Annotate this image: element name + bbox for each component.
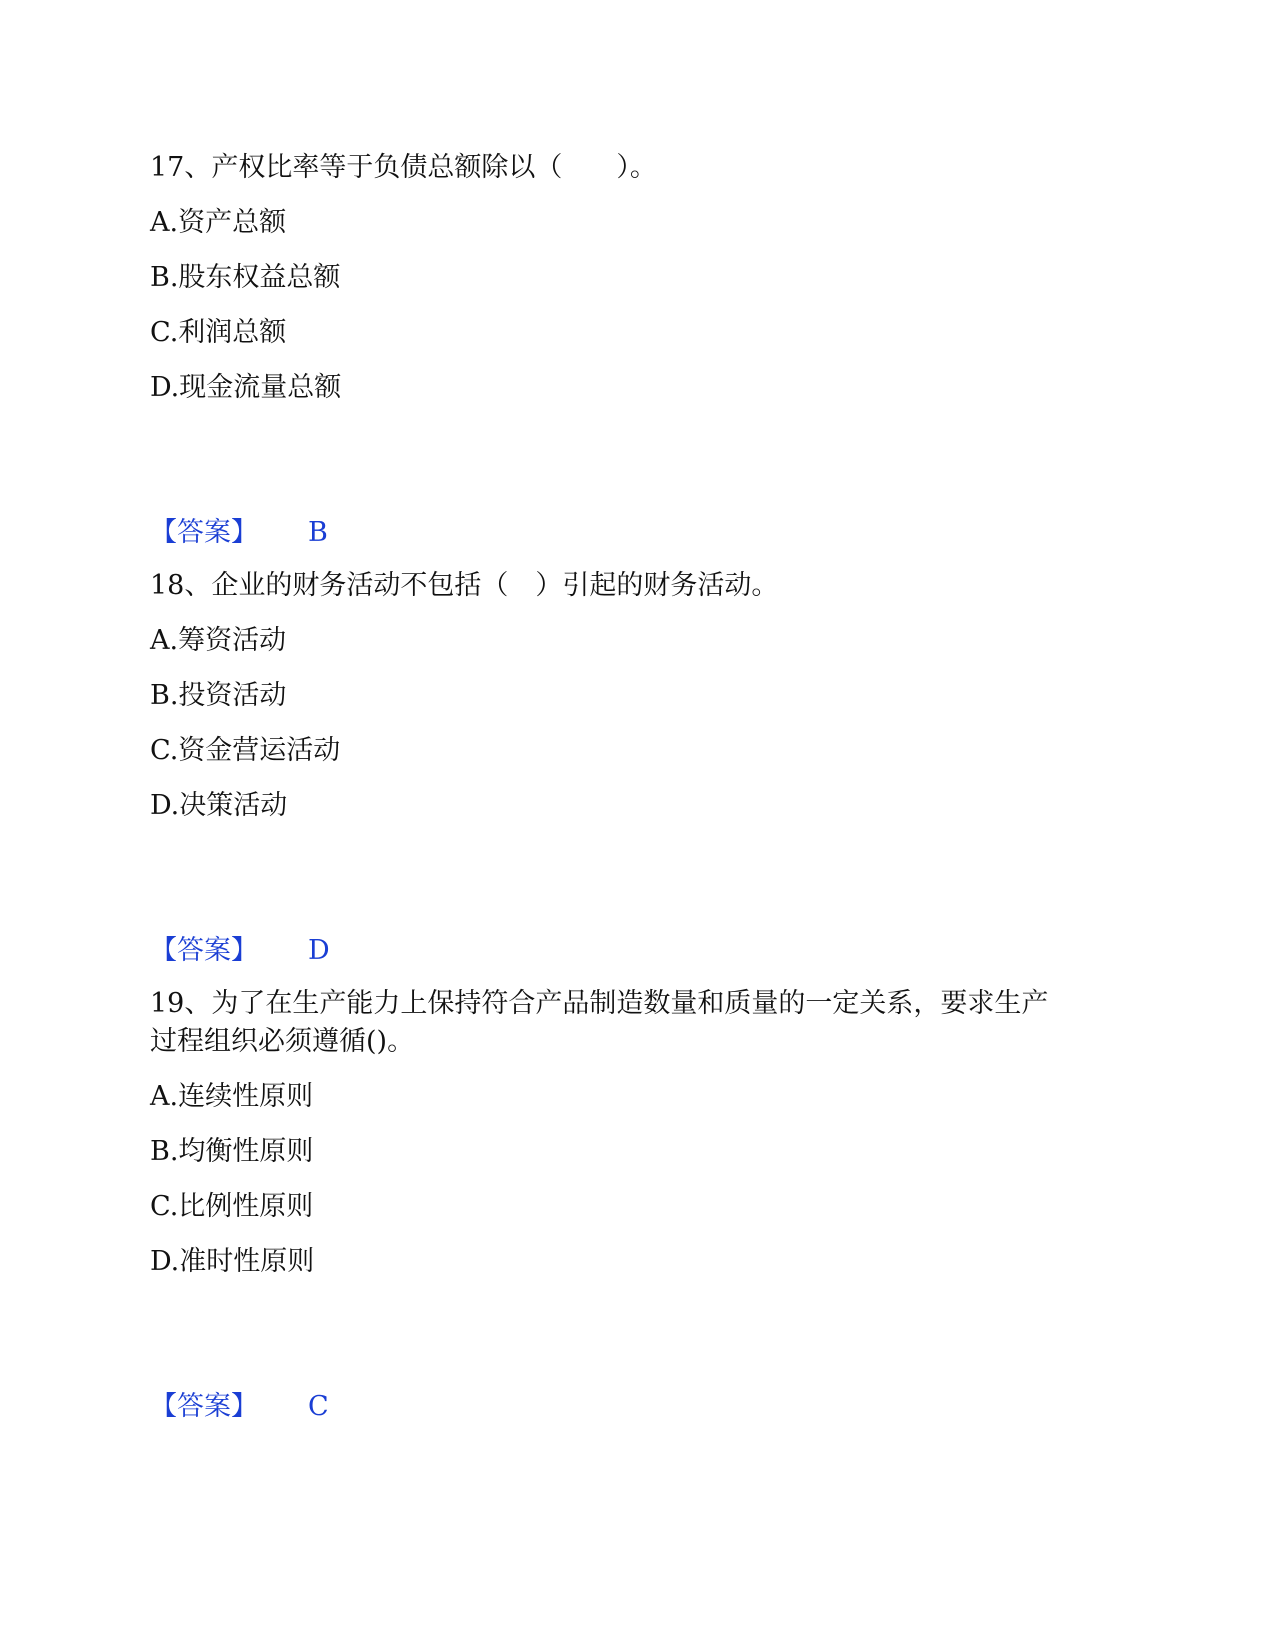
question-19-answer	[150, 1388, 329, 1426]
question-19-stem-line-1: 19、为了在生产能力上保持符合产品制造数量和质量的一定关系，要求生产	[150, 988, 1049, 1019]
question-18-stem: 18、企业的财务活动不包括（ ）引起的财务活动。	[150, 570, 779, 601]
question-17-option-a: A.资产总额	[150, 207, 287, 238]
question-18-option-a: A.筹资活动	[150, 625, 287, 656]
question-18-option-d: D.决策活动	[150, 790, 288, 821]
question-18-answer	[150, 932, 330, 970]
question-17-stem: 17、产权比率等于负债总额除以（ ）。	[150, 152, 657, 183]
question-19-option-c: C.比例性原则	[150, 1191, 314, 1222]
question-18-option-b: B.投资活动	[150, 680, 287, 711]
answer-label: 【答案】	[150, 935, 258, 966]
question-19-option-d: D.准时性原则	[150, 1246, 315, 1277]
question-19-option-b: B.均衡性原则	[150, 1136, 314, 1167]
question-17-option-c: C.利润总额	[150, 317, 287, 348]
question-17-answer	[150, 514, 328, 552]
question-17-option-b: B.股东权益总额	[150, 262, 341, 293]
answer-value: B	[308, 517, 328, 548]
answer-label: 【答案】	[150, 517, 258, 548]
answer-value: C	[308, 1391, 329, 1422]
question-19-stem-line-2: 过程组织必须遵循()。	[150, 1026, 415, 1057]
question-17-option-d: D.现金流量总额	[150, 372, 342, 403]
question-19-option-a: A.连续性原则	[150, 1081, 314, 1112]
answer-label: 【答案】	[150, 1391, 258, 1422]
answer-value: D	[308, 935, 330, 966]
question-18-option-c: C.资金营运活动	[150, 735, 341, 766]
